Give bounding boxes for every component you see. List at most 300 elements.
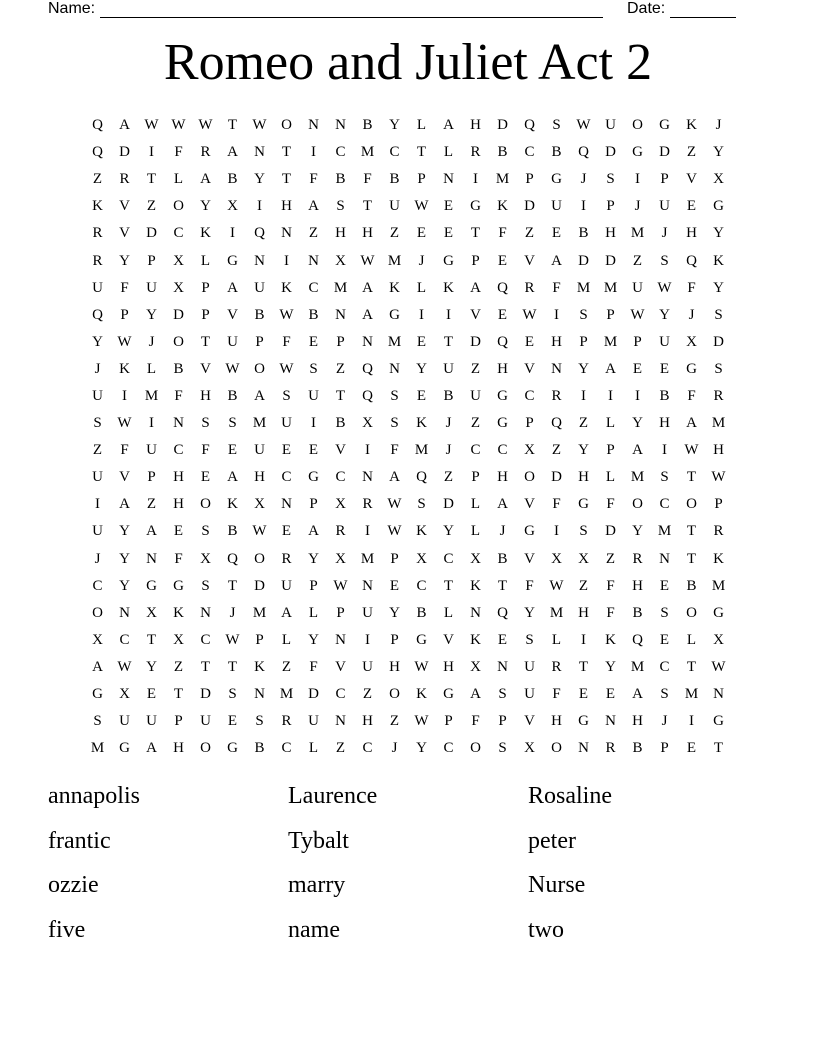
grid-letter: I xyxy=(581,631,586,648)
grid-letter: Y xyxy=(119,550,130,567)
grid-letter: M xyxy=(387,333,402,350)
name-blank-line xyxy=(100,2,603,18)
grid-letter: Y xyxy=(416,740,427,757)
grid-letter: X xyxy=(524,442,535,459)
grid-letter: F xyxy=(687,279,696,296)
grid-letter: B xyxy=(659,387,670,404)
grid-letter: F xyxy=(498,225,507,242)
grid-letter: L xyxy=(281,631,292,648)
grid-letter: J xyxy=(634,198,641,215)
grid-letter: N xyxy=(578,740,589,757)
grid-letter: F xyxy=(201,442,210,459)
grid-letter: N xyxy=(335,117,346,134)
grid-letter: S xyxy=(498,740,507,757)
grid-letter: G xyxy=(173,577,184,594)
grid-letter: U xyxy=(524,658,535,675)
grid-letter: R xyxy=(551,387,562,404)
grid-letter: E xyxy=(686,198,697,215)
grid-letter: K xyxy=(254,658,265,675)
grid-letter: W xyxy=(279,306,294,323)
grid-letter: G xyxy=(551,171,562,188)
grid-letter: L xyxy=(416,117,427,134)
grid-letter: G xyxy=(389,306,400,323)
grid-letter: W xyxy=(711,658,726,675)
page-title: Romeo and Juliet Act 2 xyxy=(163,34,653,91)
grid-letter: G xyxy=(659,117,670,134)
grid-letter: B xyxy=(227,523,238,540)
grid-letter: X xyxy=(254,496,265,513)
grid-letter: P xyxy=(390,631,399,648)
grid-letter: G xyxy=(119,740,130,757)
grid-letter: J xyxy=(94,550,101,567)
grid-letter: F xyxy=(282,333,291,350)
grid-letter: X xyxy=(146,604,157,621)
grid-letter: X xyxy=(578,550,589,567)
grid-letter: T xyxy=(227,117,238,134)
grid-letter: H xyxy=(551,713,562,730)
grid-letter: A xyxy=(497,496,508,513)
grid-letter: Q xyxy=(551,415,562,432)
grid-letter: S xyxy=(228,686,237,703)
grid-letter: J xyxy=(715,117,722,134)
grid-letter: W xyxy=(225,631,240,648)
grid-letter: L xyxy=(605,415,616,432)
grid-letter: G xyxy=(416,631,427,648)
grid-letter: I xyxy=(635,171,640,188)
grid-letter: W xyxy=(144,117,159,134)
grid-letter: F xyxy=(174,387,183,404)
grid-letter: A xyxy=(119,496,130,513)
grid-letter: C xyxy=(659,658,670,675)
grid-letter: K xyxy=(470,631,481,648)
grid-letter: B xyxy=(389,171,400,188)
grid-letter: N xyxy=(200,604,211,621)
grid-letter: Q xyxy=(92,306,103,323)
grid-letter: Q xyxy=(254,225,265,242)
grid-letter: J xyxy=(391,740,398,757)
grid-letter: W xyxy=(711,469,726,486)
grid-letter: G xyxy=(470,198,481,215)
grid-letter: K xyxy=(173,604,184,621)
grid-letter: B xyxy=(578,225,589,242)
grid-letter: C xyxy=(443,550,454,567)
grid-letter: N xyxy=(443,171,454,188)
grid-letter: Q xyxy=(416,469,427,486)
grid-letter: M xyxy=(90,740,105,757)
grid-letter: P xyxy=(660,740,669,757)
grid-letter: R xyxy=(605,740,616,757)
grid-letter: J xyxy=(418,252,425,269)
grid-letter: G xyxy=(632,144,643,161)
grid-letter: L xyxy=(470,523,481,540)
grid-row xyxy=(84,708,732,735)
grid-letter: I xyxy=(689,713,694,730)
grid-row xyxy=(84,491,732,518)
grid-letter: J xyxy=(661,713,668,730)
grid-letter: V xyxy=(119,469,130,486)
grid-letter: B xyxy=(173,360,184,377)
grid-letter: N xyxy=(362,469,373,486)
grid-letter: L xyxy=(173,171,184,188)
grid-letter: E xyxy=(551,225,562,242)
grid-letter: X xyxy=(713,631,724,648)
grid-letter: Z xyxy=(92,171,103,188)
grid-letter: E xyxy=(281,523,292,540)
grid-letter: I xyxy=(365,631,370,648)
grid-row xyxy=(84,546,732,573)
grid-letter: Y xyxy=(416,360,427,377)
grid-letter: H xyxy=(578,469,589,486)
grid-letter: Y xyxy=(389,117,400,134)
grid-row xyxy=(84,275,732,302)
grid-letter: T xyxy=(497,577,508,594)
grid-letter: V xyxy=(227,306,238,323)
grid-letter: G xyxy=(497,415,508,432)
grid-letter: M xyxy=(360,550,375,567)
grid-letter: U xyxy=(659,333,670,350)
grid-letter: N xyxy=(254,252,265,269)
grid-letter: W xyxy=(360,252,375,269)
grid-letter: P xyxy=(255,631,264,648)
grid-letter: M xyxy=(711,415,726,432)
grid-letter: Q xyxy=(497,279,508,296)
grid-letter: V xyxy=(119,225,130,242)
grid-letter: B xyxy=(497,144,508,161)
grid-letter: Q xyxy=(497,333,508,350)
grid-letter: A xyxy=(362,306,373,323)
grid-letter: L xyxy=(146,360,157,377)
grid-letter: V xyxy=(470,306,481,323)
grid-letter: X xyxy=(173,252,184,269)
grid-letter: O xyxy=(686,604,697,621)
grid-letter: P xyxy=(336,604,345,621)
grid-letter: H xyxy=(200,387,211,404)
grid-letter: D xyxy=(578,252,589,269)
grid-letter: T xyxy=(227,577,238,594)
grid-letter: M xyxy=(603,279,618,296)
grid-letter: I xyxy=(419,306,424,323)
grid-letter: L xyxy=(686,631,697,648)
grid-letter: Y xyxy=(389,604,400,621)
grid-letter: Z xyxy=(173,658,184,675)
grid-letter: Z xyxy=(92,442,103,459)
grid-letter: E xyxy=(524,333,535,350)
grid-letter: K xyxy=(416,686,427,703)
grid-letter: N xyxy=(470,604,481,621)
grid-letter: K xyxy=(227,496,238,513)
grid-letter: T xyxy=(200,333,211,350)
grid-letter: M xyxy=(711,577,726,594)
grid-letter: E xyxy=(497,306,508,323)
grid-letter: S xyxy=(498,686,507,703)
grid-letter: C xyxy=(524,387,535,404)
grid-letter: F xyxy=(363,171,372,188)
grid-row xyxy=(84,600,732,627)
grid-letter: B xyxy=(308,306,319,323)
grid-letter: N xyxy=(551,360,562,377)
grid-letter: B xyxy=(362,117,373,134)
grid-letter: W xyxy=(387,496,402,513)
grid-letter: Y xyxy=(632,415,643,432)
grid-letter: G xyxy=(497,387,508,404)
grid-letter: Y xyxy=(632,523,643,540)
grid-row xyxy=(84,193,732,220)
grid-letter: H xyxy=(281,198,292,215)
grid-letter: M xyxy=(252,604,267,621)
grid-letter: Q xyxy=(524,117,535,134)
grid-letter: S xyxy=(579,306,588,323)
grid-letter: B xyxy=(443,387,454,404)
word-list-item: Laurence xyxy=(288,783,378,809)
grid-letter: Z xyxy=(524,225,535,242)
grid-letter: U xyxy=(443,360,454,377)
grid-letter: W xyxy=(576,117,591,134)
grid-letter: E xyxy=(281,442,292,459)
grid-letter: X xyxy=(335,252,346,269)
grid-letter: V xyxy=(335,442,346,459)
grid-letter: W xyxy=(117,415,132,432)
grid-letter: H xyxy=(632,577,643,594)
grid-letter: S xyxy=(228,415,237,432)
grid-letter: Q xyxy=(92,117,103,134)
grid-letter: E xyxy=(416,333,427,350)
grid-letter: M xyxy=(360,144,375,161)
grid-letter: T xyxy=(281,171,292,188)
grid-letter: H xyxy=(497,469,508,486)
grid-letter: P xyxy=(606,198,615,215)
grid-letter: P xyxy=(606,306,615,323)
grid-letter: G xyxy=(713,713,724,730)
grid-letter: D xyxy=(119,144,130,161)
grid-letter: Y xyxy=(659,306,670,323)
grid-letter: M xyxy=(144,387,159,404)
grid-letter: C xyxy=(335,144,346,161)
grid-letter: R xyxy=(713,523,724,540)
grid-letter: F xyxy=(390,442,399,459)
grid-letter: J xyxy=(229,604,236,621)
grid-letter: Z xyxy=(605,550,616,567)
grid-letter: I xyxy=(284,252,289,269)
grid-letter: D xyxy=(524,198,535,215)
grid-letter: S xyxy=(660,604,669,621)
grid-letter: B xyxy=(254,306,265,323)
grid-letter: H xyxy=(632,713,643,730)
grid-letter: D xyxy=(605,523,616,540)
word-list xyxy=(48,778,768,956)
grid-letter: M xyxy=(684,686,699,703)
word-list-item: peter xyxy=(528,827,576,854)
grid-letter: W xyxy=(117,658,132,675)
grid-letter: Z xyxy=(335,360,346,377)
grid-letter: D xyxy=(308,686,319,703)
grid-letter: Y xyxy=(713,225,724,242)
grid-letter: O xyxy=(200,496,211,513)
grid-letter: Y xyxy=(119,252,130,269)
grid-letter: O xyxy=(551,740,562,757)
grid-row xyxy=(84,139,732,166)
word-list-item: frantic xyxy=(48,827,111,854)
grid-letter: K xyxy=(119,360,130,377)
grid-letter: D xyxy=(470,333,481,350)
grid-letter: P xyxy=(201,306,210,323)
grid-letter: E xyxy=(686,740,697,757)
grid-letter: C xyxy=(281,469,292,486)
grid-letter: N xyxy=(335,713,346,730)
grid-letter: A xyxy=(470,686,481,703)
grid-row xyxy=(84,654,732,681)
grid-letter: F xyxy=(120,279,129,296)
grid-letter: N xyxy=(335,306,346,323)
grid-letter: I xyxy=(635,387,640,404)
grid-letter: K xyxy=(416,523,427,540)
grid-letter: F xyxy=(174,144,183,161)
name-field-group xyxy=(48,0,603,18)
grid-letter: O xyxy=(200,740,211,757)
grid-letter: G xyxy=(713,198,724,215)
grid-letter: T xyxy=(281,144,292,161)
grid-letter: W xyxy=(198,117,213,134)
grid-letter: C xyxy=(416,577,427,594)
grid-letter: M xyxy=(495,171,510,188)
grid-letter: Y xyxy=(119,523,130,540)
grid-letter: H xyxy=(713,442,724,459)
grid-letter: E xyxy=(389,577,400,594)
grid-letter: P xyxy=(525,171,534,188)
grid-letter: Q xyxy=(227,550,238,567)
grid-letter: E xyxy=(497,631,508,648)
grid-letter: P xyxy=(444,713,453,730)
grid-letter: U xyxy=(551,198,562,215)
grid-letter: P xyxy=(579,333,588,350)
grid-letter: A xyxy=(632,442,643,459)
grid-letter: N xyxy=(335,631,346,648)
grid-letter: H xyxy=(173,469,184,486)
grid-letter: Z xyxy=(578,577,589,594)
grid-letter: O xyxy=(389,686,400,703)
grid-letter: F xyxy=(525,577,534,594)
grid-letter: S xyxy=(282,387,291,404)
grid-row xyxy=(84,681,732,708)
grid-letter: B xyxy=(335,171,346,188)
grid-letter: A xyxy=(308,198,319,215)
grid-letter: Y xyxy=(308,550,319,567)
grid-letter: U xyxy=(92,279,103,296)
grid-letter: H xyxy=(686,225,697,242)
grid-letter: Y xyxy=(146,658,157,675)
grid-letter: I xyxy=(257,198,262,215)
grid-letter: T xyxy=(173,686,184,703)
grid-letter: N xyxy=(119,604,130,621)
grid-letter: E xyxy=(173,523,184,540)
word-list-item: Tybalt xyxy=(288,827,349,854)
grid-letter: R xyxy=(92,225,103,242)
grid-letter: P xyxy=(255,333,264,350)
grid-letter: Q xyxy=(497,604,508,621)
grid-letter: O xyxy=(686,496,697,513)
grid-letter: V xyxy=(686,171,697,188)
grid-letter: Z xyxy=(362,686,373,703)
grid-letter: E xyxy=(227,442,238,459)
grid-letter: U xyxy=(524,686,535,703)
grid-letter: X xyxy=(227,198,238,215)
grid-letter: A xyxy=(254,387,265,404)
grid-letter: W xyxy=(630,306,645,323)
grid-letter: O xyxy=(173,333,184,350)
grid-letter: R xyxy=(524,279,535,296)
grid-letter: F xyxy=(552,279,561,296)
grid-letter: S xyxy=(390,387,399,404)
grid-row xyxy=(84,735,732,762)
grid-letter: B xyxy=(335,415,346,432)
grid-letter: R xyxy=(470,144,481,161)
grid-letter: S xyxy=(390,415,399,432)
grid-row xyxy=(84,329,732,356)
grid-row xyxy=(84,573,732,600)
grid-letter: C xyxy=(389,144,400,161)
grid-letter: H xyxy=(470,117,481,134)
grid-letter: T xyxy=(443,333,454,350)
grid-letter: X xyxy=(416,550,427,567)
grid-letter: P xyxy=(120,306,129,323)
grid-letter: E xyxy=(659,577,670,594)
grid-letter: E xyxy=(146,686,157,703)
grid-letter: K xyxy=(470,577,481,594)
grid-letter: U xyxy=(227,333,238,350)
grid-letter: H xyxy=(362,225,373,242)
grid-letter: W xyxy=(333,577,348,594)
grid-letter: W xyxy=(387,523,402,540)
grid-letter: N xyxy=(497,658,508,675)
grid-letter: T xyxy=(416,144,427,161)
grid-letter: C xyxy=(281,740,292,757)
grid-letter: G xyxy=(524,523,535,540)
grid-letter: F xyxy=(606,577,615,594)
grid-letter: S xyxy=(552,117,561,134)
grid-letter: O xyxy=(254,550,265,567)
grid-letter: T xyxy=(470,225,481,242)
grid-letter: U xyxy=(632,279,643,296)
grid-letter: W xyxy=(117,333,132,350)
grid-letter: F xyxy=(552,686,561,703)
grid-letter: J xyxy=(94,360,101,377)
grid-letter: M xyxy=(279,686,294,703)
grid-letter: A xyxy=(281,604,292,621)
grid-letter: J xyxy=(445,442,452,459)
grid-letter: Z xyxy=(470,360,481,377)
grid-letter: E xyxy=(200,469,211,486)
grid-letter: R xyxy=(281,713,292,730)
grid-letter: O xyxy=(281,117,292,134)
grid-letter: E xyxy=(308,333,319,350)
grid-letter: S xyxy=(606,171,615,188)
grid-letter: H xyxy=(389,658,400,675)
grid-letter: K xyxy=(605,631,616,648)
grid-letter: A xyxy=(443,117,454,134)
grid-letter: X xyxy=(686,333,697,350)
grid-letter: S xyxy=(525,631,534,648)
grid-row xyxy=(84,464,732,491)
grid-letter: A xyxy=(632,686,643,703)
grid-letter: V xyxy=(200,360,211,377)
grid-letter: L xyxy=(551,631,562,648)
grid-letter: N xyxy=(281,225,292,242)
grid-letter: T xyxy=(686,550,697,567)
grid-letter: G xyxy=(686,360,697,377)
grid-letter: P xyxy=(606,442,615,459)
grid-letter: K xyxy=(200,225,211,242)
grid-letter: N xyxy=(605,713,616,730)
grid-row xyxy=(84,437,732,464)
